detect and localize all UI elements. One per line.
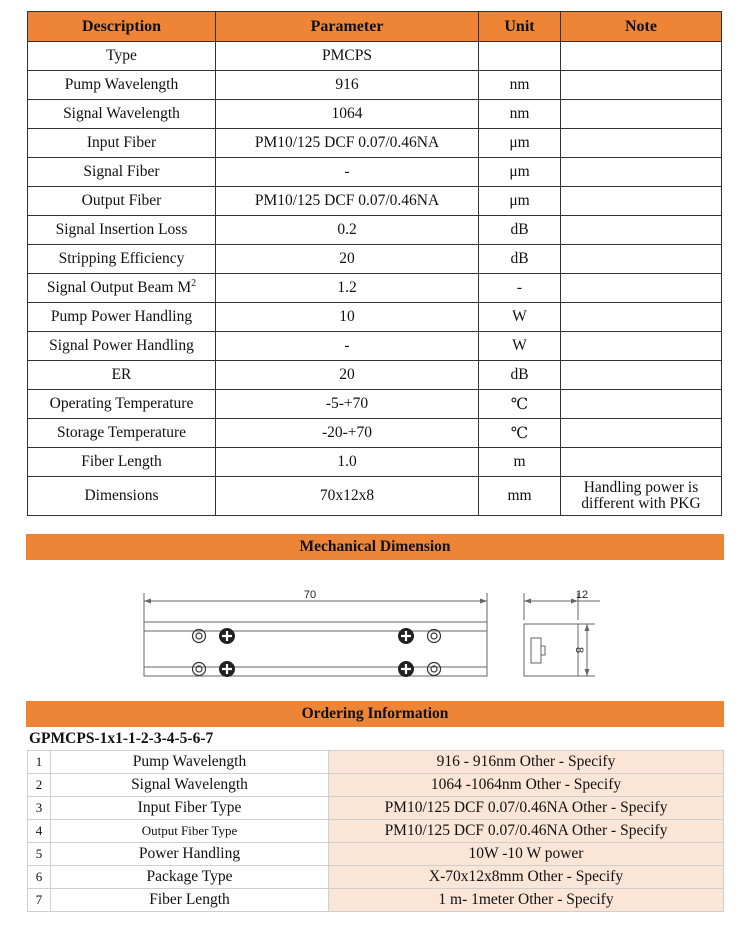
table-row xyxy=(28,129,722,158)
cell-parameter: 70x12x8 xyxy=(216,477,479,516)
device-side-view xyxy=(524,624,578,676)
cell-number: 6 xyxy=(28,866,51,889)
header-note: Note xyxy=(561,12,722,42)
cell-unit: m xyxy=(479,448,561,477)
cell-option-name: Pump Wavelength xyxy=(51,751,329,774)
table-row xyxy=(28,187,722,216)
cell-parameter: 1.0 xyxy=(216,448,479,477)
table-row xyxy=(28,889,724,912)
cell-description: Dimensions xyxy=(28,477,216,516)
cell-description: Signal Wavelength xyxy=(28,100,216,129)
cell-parameter: PM10/125 DCF 0.07/0.46NA xyxy=(216,187,479,216)
ordering-table xyxy=(27,750,724,912)
cell-unit: nm xyxy=(479,71,561,100)
cell-note xyxy=(561,448,722,477)
table-row xyxy=(28,274,722,303)
cell-parameter: 916 xyxy=(216,71,479,100)
cell-parameter: -5-+70 xyxy=(216,390,479,419)
cell-description: Signal Fiber xyxy=(28,158,216,187)
cell-parameter: -20-+70 xyxy=(216,419,479,448)
cell-note xyxy=(561,477,722,516)
cell-number: 1 xyxy=(28,751,51,774)
cell-parameter: 0.2 xyxy=(216,216,479,245)
mechanical-dimension-bar: Mechanical Dimension xyxy=(26,534,724,560)
part-number-code: GPMCPS-1x1-1-2-3-4-5-6-7 xyxy=(29,730,214,747)
table-row xyxy=(28,866,724,889)
cell-option-value: X-70x12x8mm Other - Specify xyxy=(329,866,724,889)
table-row xyxy=(28,390,722,419)
cell-option-value: 916 - 916nm Other - Specify xyxy=(329,751,724,774)
cell-description: Type xyxy=(28,42,216,71)
cell-number: 7 xyxy=(28,889,51,912)
cell-parameter: - xyxy=(216,158,479,187)
cell-parameter: 20 xyxy=(216,245,479,274)
cell-description: Signal Power Handling xyxy=(28,332,216,361)
cell-note xyxy=(561,332,722,361)
cell-note xyxy=(561,419,722,448)
table-row xyxy=(28,843,724,866)
cell-unit: mm xyxy=(479,477,561,516)
cell-parameter: 20 xyxy=(216,361,479,390)
cell-parameter: PM10/125 DCF 0.07/0.46NA xyxy=(216,129,479,158)
cell-description: Pump Power Handling xyxy=(28,303,216,332)
cell-note xyxy=(561,245,722,274)
cell-option-name: Output Fiber Type xyxy=(51,820,329,843)
cell-description: Fiber Length xyxy=(28,448,216,477)
cell-option-value: 10W -10 W power xyxy=(329,843,724,866)
cell-note xyxy=(561,303,722,332)
table-row xyxy=(28,303,722,332)
cell-option-value: 1064 -1064nm Other - Specify xyxy=(329,774,724,797)
cell-description xyxy=(28,274,216,303)
table-row xyxy=(28,448,722,477)
cell-unit: nm xyxy=(479,100,561,129)
header-parameter: Parameter xyxy=(216,12,479,42)
cell-option-value: PM10/125 DCF 0.07/0.46NA Other - Specify xyxy=(329,797,724,820)
cell-unit: μm xyxy=(479,187,561,216)
cell-note xyxy=(561,42,722,71)
table-row xyxy=(28,332,722,361)
cell-unit: W xyxy=(479,332,561,361)
cell-unit: dB xyxy=(479,245,561,274)
cell-option-value: 1 m- 1meter Other - Specify xyxy=(329,889,724,912)
cell-option-name: Signal Wavelength xyxy=(51,774,329,797)
cell-note xyxy=(561,158,722,187)
cell-description: Pump Wavelength xyxy=(28,71,216,100)
table-row xyxy=(28,419,722,448)
mechanical-drawing xyxy=(0,580,753,685)
cell-number: 2 xyxy=(28,774,51,797)
cell-parameter: - xyxy=(216,332,479,361)
cell-option-name: Package Type xyxy=(51,866,329,889)
cell-option-name: Input Fiber Type xyxy=(51,797,329,820)
table-row xyxy=(28,216,722,245)
table-row xyxy=(28,158,722,187)
cell-parameter: 1064 xyxy=(216,100,479,129)
cell-parameter: 1.2 xyxy=(216,274,479,303)
table-row xyxy=(28,751,724,774)
cell-unit: ℃ xyxy=(479,419,561,448)
cell-option-value: PM10/125 DCF 0.07/0.46NA Other - Specify xyxy=(329,820,724,843)
ordering-information-bar: Ordering Information xyxy=(26,701,724,727)
cell-option-name: Fiber Length xyxy=(51,889,329,912)
cell-description: Stripping Efficiency xyxy=(28,245,216,274)
cell-unit: μm xyxy=(479,129,561,158)
header-unit: Unit xyxy=(479,12,561,42)
cell-unit: W xyxy=(479,303,561,332)
spec-table xyxy=(27,11,722,516)
note-line-2: different with PKG xyxy=(581,495,701,512)
cell-unit: ℃ xyxy=(479,390,561,419)
cell-note xyxy=(561,216,722,245)
width-label: 12 xyxy=(575,589,589,601)
header-description: Description xyxy=(28,12,216,42)
cell-note xyxy=(561,274,722,303)
table-row xyxy=(28,477,722,516)
description-text: Signal Output Beam M xyxy=(46,279,192,297)
table-row xyxy=(28,100,722,129)
cell-note xyxy=(561,71,722,100)
cell-description: Operating Temperature xyxy=(28,390,216,419)
cell-number: 4 xyxy=(28,820,51,843)
cell-unit xyxy=(479,42,561,71)
cell-unit: dB xyxy=(479,216,561,245)
table-row xyxy=(28,797,724,820)
height-label: 8 xyxy=(573,646,585,654)
cell-number: 5 xyxy=(28,843,51,866)
table-row xyxy=(28,774,724,797)
spec-header-row xyxy=(28,12,722,42)
cell-option-name: Power Handling xyxy=(51,843,329,866)
length-label: 70 xyxy=(303,589,317,601)
table-row xyxy=(28,820,724,843)
cell-description: ER xyxy=(28,361,216,390)
cell-number: 3 xyxy=(28,797,51,820)
cell-note xyxy=(561,390,722,419)
note-line-1: Handling power is xyxy=(583,479,699,496)
cell-note xyxy=(561,361,722,390)
cell-parameter: 10 xyxy=(216,303,479,332)
table-row xyxy=(28,245,722,274)
table-row xyxy=(28,71,722,100)
cell-description: Output Fiber xyxy=(28,187,216,216)
table-row xyxy=(28,361,722,390)
screw-icons xyxy=(219,628,414,677)
superscript-2: 2 xyxy=(191,278,197,290)
cell-unit: - xyxy=(479,274,561,303)
cell-note xyxy=(561,100,722,129)
cell-unit: μm xyxy=(479,158,561,187)
cell-unit: dB xyxy=(479,361,561,390)
cell-description: Storage Temperature xyxy=(28,419,216,448)
cell-parameter: PMCPS xyxy=(216,42,479,71)
cell-description: Input Fiber xyxy=(28,129,216,158)
cell-description: Signal Insertion Loss xyxy=(28,216,216,245)
cell-note xyxy=(561,187,722,216)
cell-note xyxy=(561,129,722,158)
table-row xyxy=(28,42,722,71)
